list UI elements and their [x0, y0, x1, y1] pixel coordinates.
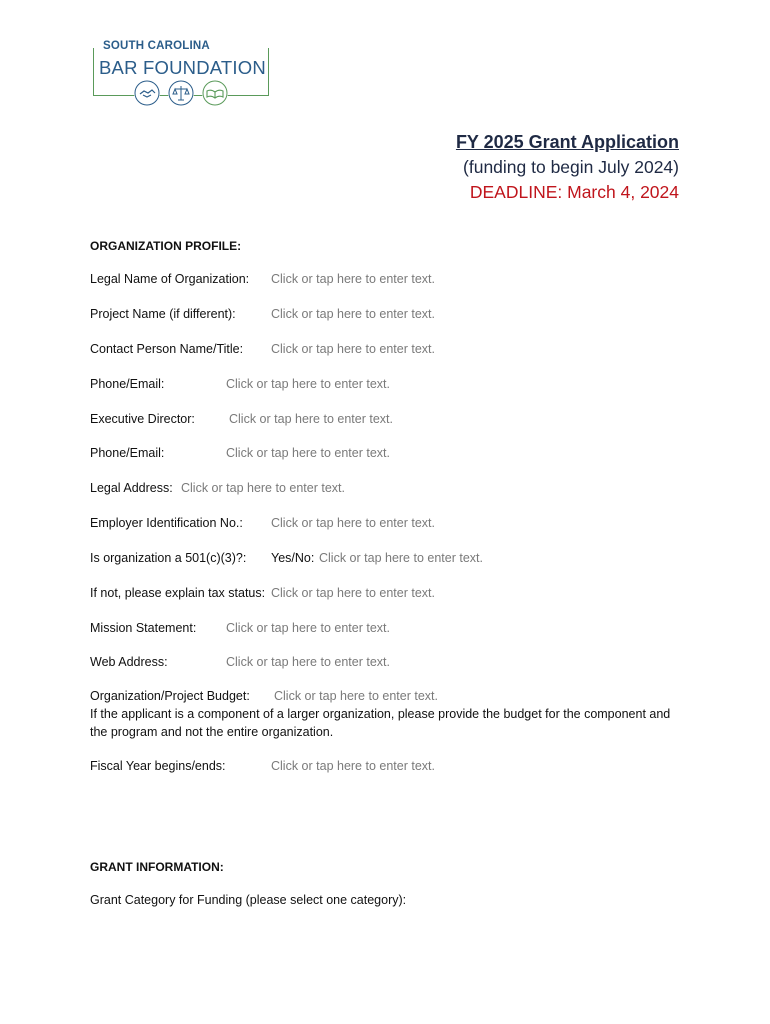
nonprofit-status-label: Is organization a 501(c)(3)?: — [90, 551, 247, 565]
logo-main-text: BAR FOUNDATION — [99, 57, 266, 78]
budget-label: Organization/Project Budget: — [90, 689, 250, 703]
legal-name-label: Legal Name of Organization: — [90, 272, 250, 286]
fiscal-year-label: Fiscal Year begins/ends: — [90, 759, 226, 773]
executive-director-label: Executive Director: — [90, 412, 195, 426]
foundation-logo — [93, 40, 269, 96]
logo-icon-row — [134, 80, 230, 110]
fiscal-year-field[interactable]: Click or tap here to enter text. — [271, 759, 435, 773]
org-profile-heading: ORGANIZATION PROFILE: — [90, 239, 242, 253]
yes-no-label: Yes/No: — [271, 551, 315, 565]
logo-top-text: SOUTH CAROLINA — [100, 40, 213, 52]
grant-info-heading: GRANT INFORMATION: — [90, 860, 224, 874]
executive-director-field[interactable]: Click or tap here to enter text. — [229, 412, 393, 426]
ein-label: Employer Identification No.: — [90, 516, 243, 530]
project-name-label: Project Name (if different): — [90, 307, 236, 321]
book-icon — [202, 80, 228, 106]
deadline-text: DEADLINE: March 4, 2024 — [469, 182, 679, 202]
contact-phone-email-field[interactable]: Click or tap here to enter text. — [226, 377, 390, 391]
application-title: FY 2025 Grant Application — [455, 132, 679, 152]
mission-statement-label: Mission Statement: — [90, 621, 197, 635]
scales-icon — [168, 80, 194, 106]
ein-field[interactable]: Click or tap here to enter text. — [271, 516, 435, 530]
contact-person-field[interactable]: Click or tap here to enter text. — [271, 342, 435, 356]
budget-field[interactable]: Click or tap here to enter text. — [274, 689, 438, 703]
legal-name-field[interactable]: Click or tap here to enter text. — [271, 272, 435, 286]
title-block — [456, 130, 679, 205]
funding-subtitle: (funding to begin July 2024) — [463, 157, 679, 177]
mission-statement-field[interactable]: Click or tap here to enter text. — [226, 621, 390, 635]
web-address-field[interactable]: Click or tap here to enter text. — [226, 655, 390, 669]
handshake-icon — [134, 80, 160, 106]
legal-address-field[interactable]: Click or tap here to enter text. — [181, 481, 345, 495]
web-address-label: Web Address: — [90, 655, 168, 669]
tax-status-label: If not, please explain tax status: — [90, 586, 266, 600]
legal-address-label: Legal Address: — [90, 481, 173, 495]
project-name-field[interactable]: Click or tap here to enter text. — [271, 307, 435, 321]
director-phone-email-field[interactable]: Click or tap here to enter text. — [226, 446, 390, 460]
tax-status-field[interactable]: Click or tap here to enter text. — [271, 586, 435, 600]
contact-person-label: Contact Person Name/Title: — [90, 342, 244, 356]
grant-category-prompt: Grant Category for Funding (please select one category): — [90, 893, 407, 907]
director-phone-email-label: Phone/Email: — [90, 446, 165, 460]
budget-note: If the applicant is a component of a larger organization, please provide the budget for the component and the program and not the entire organization. — [90, 707, 671, 739]
nonprofit-status-field[interactable]: Click or tap here to enter text. — [319, 551, 483, 565]
contact-phone-email-label: Phone/Email: — [90, 377, 165, 391]
